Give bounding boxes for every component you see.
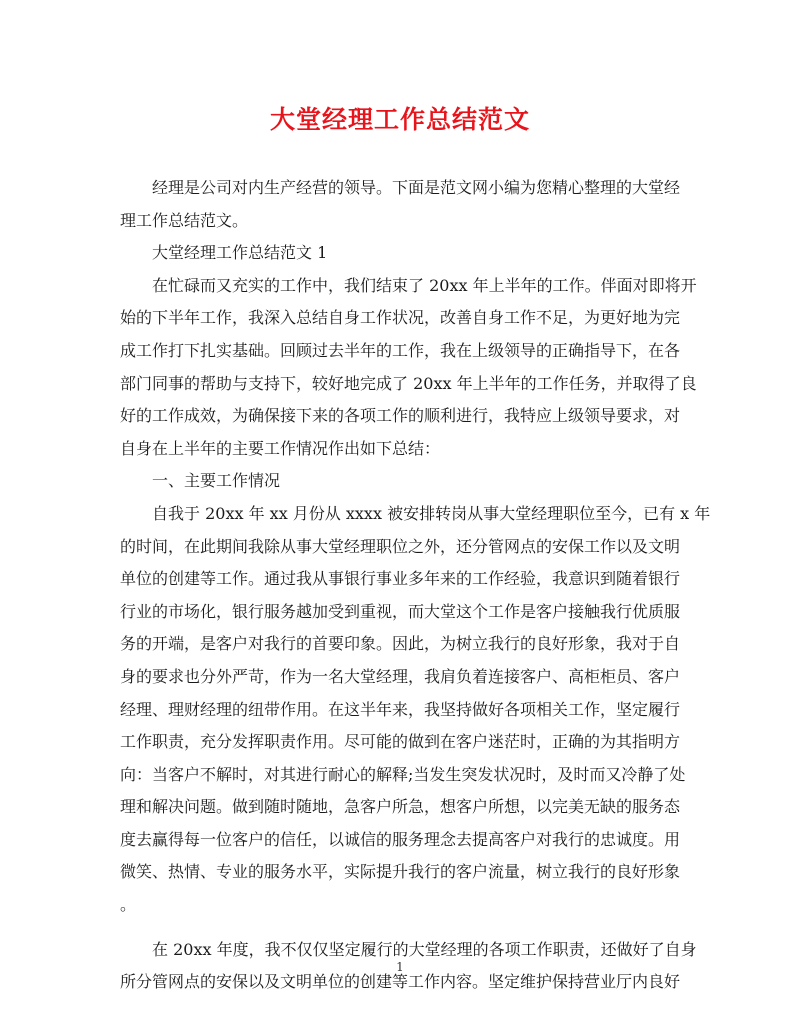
document-title: 大堂经理工作总结范文 — [269, 105, 530, 134]
paragraph-line: 自身在上半年的主要工作情况作出如下总结： — [120, 438, 441, 458]
paragraph-line: 在 20xx 年度，我不仅仅坚定履行的大堂经理的各项工作职责，还做好了自身 — [152, 939, 697, 959]
paragraph-line: 理工作总结范文。 — [120, 210, 249, 230]
paragraph-line: 务的开端，是客户对我行的首要印象。因此，为树立我行的良好形象，我对于自 — [120, 634, 681, 654]
paragraph-gap — [120, 922, 684, 934]
paragraph-line: 工作职责，充分发挥职责作用。尽可能的做到在客户迷茫时，正确的为其指明方 — [120, 732, 681, 752]
paragraph-line: 理和解决问题。做到随时随地，急客户所急，想客户所想，以完美无缺的服务态 — [120, 797, 681, 817]
paragraph-line: 。 — [120, 895, 137, 915]
paragraph-line: 的时间，在此期间我除从事大堂经理职位之外，还分管网点的安保工作以及文明 — [120, 536, 681, 556]
paragraph-line: 自我于 20xx 年 xx 月份从 xxxx 被安排转岗从事大堂经理职位至今，已有 x 年 — [152, 503, 711, 523]
document-body — [120, 172, 711, 999]
section-heading: 大堂经理工作总结范文 1 — [152, 243, 328, 263]
paragraph-line: 经理是公司对内生产经营的领导。下面是范文网小编为您精心整理的大堂经 — [152, 178, 681, 197]
paragraph-line: 微笑、热情、专业的服务水平，实际提升我行的客户流量，树立我行的良好形象 — [120, 862, 681, 882]
paragraph-line: 始的下半年工作，我深入总结自身工作状况，改善自身工作不足，为更好地为完 — [120, 308, 681, 328]
paragraph-line: 所分管网点的安保以及文明单位的创建等工作内容。坚定维护保持营业厅内良好 — [120, 972, 681, 992]
paragraph-line: 度去赢得每一位客户的信任，以诚信的服务理念去提高客户对我行的忠诚度。用 — [120, 829, 681, 849]
section-heading: 一、主要工作情况 — [152, 471, 281, 491]
paragraph-line: 向：当客户不解时，对其进行耐心的解释;当发生突发状况时，及时而又冷静了处 — [120, 764, 686, 784]
paragraph-line: 行业的市场化，银行服务越加受到重视，而大堂这个工作是客户接触我行优质服 — [120, 601, 681, 621]
paragraph-line: 身的要求也分外严苛，作为一名大堂经理，我肩负着连接客户、高柜柜员、客户 — [120, 666, 681, 686]
paragraph-line: 成工作打下扎实基础。回顾过去半年的工作，我在上级领导的正确指导下，在各 — [120, 340, 681, 360]
paragraph-line: 单位的创建等工作。通过我从事银行事业多年来的工作经验，我意识到随着银行 — [120, 569, 681, 589]
paragraph-line: 部门同事的帮助与支持下，较好地完成了 20xx 年上半年的工作任务，并取得了良 — [120, 373, 697, 393]
paragraph-line: 好的工作成效，为确保接下来的各项工作的顺利进行，我特应上级领导要求，对 — [120, 406, 681, 426]
paragraph-line: 经理、理财经理的纽带作用。在这半年来，我坚持做好各项相关工作，坚定履行 — [120, 699, 681, 719]
paragraph-line: 在忙碌而又充实的工作中，我们结束了 20xx 年上半年的工作。伴面对即将开 — [152, 275, 697, 295]
page-number: 1 — [396, 960, 404, 974]
